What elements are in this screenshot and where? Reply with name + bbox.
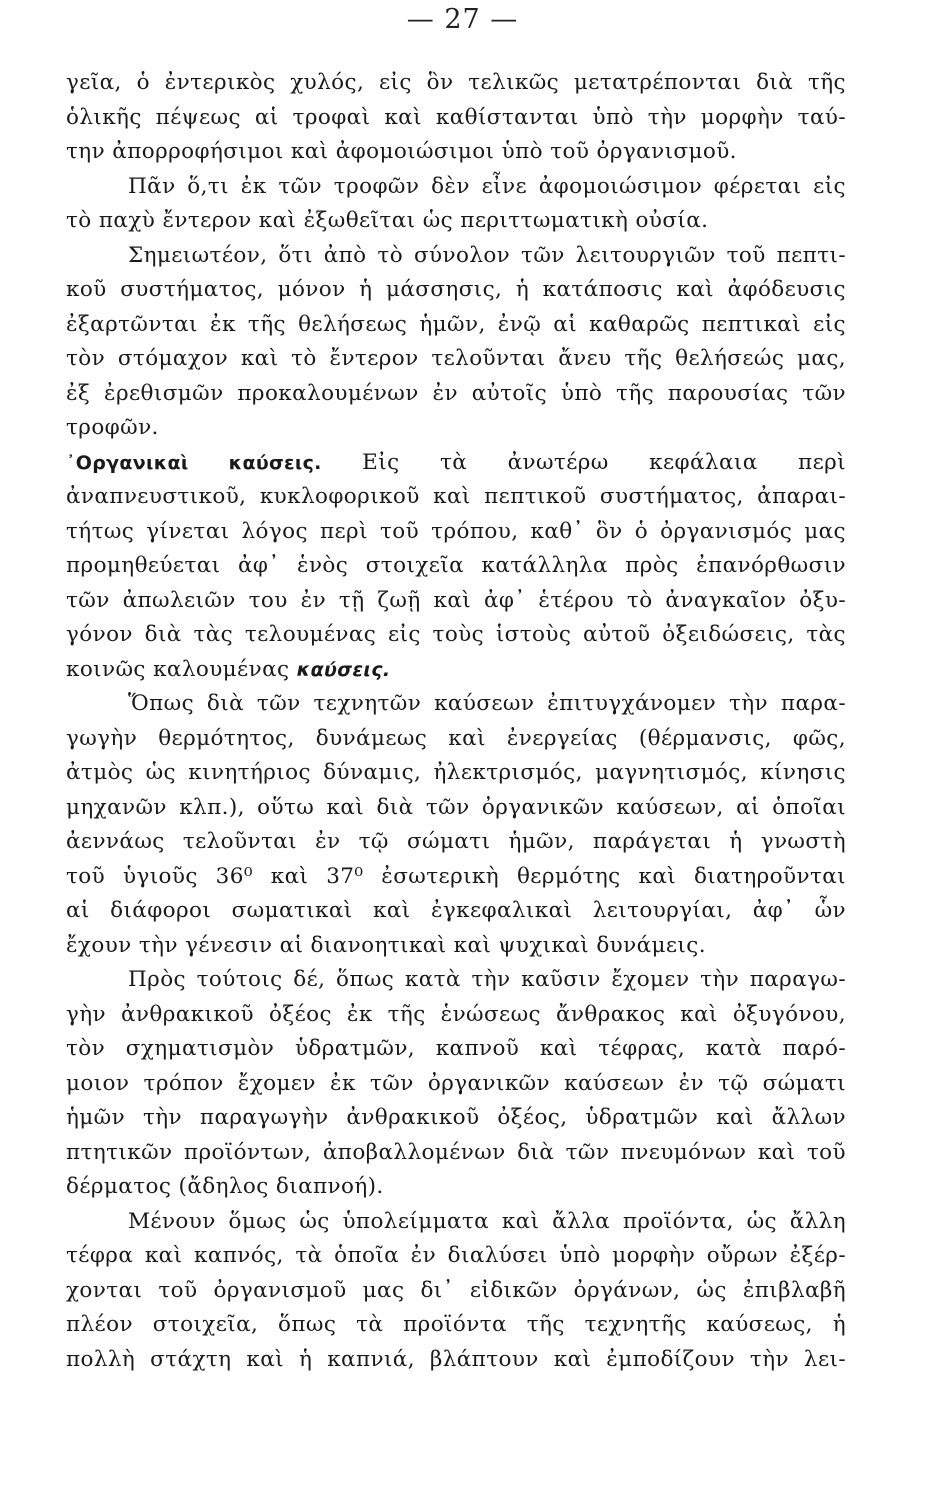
text-line: Ὅπως διὰ τῶν τεχνητῶν καύσεων ἐπιτυγχάνομεν τὴν παρα- (128, 691, 846, 716)
text-line: Μένουν ὅμως ὡς ὑπολείμματα καὶ ἄλλα προϊόντα, ὡς ἄλλη (128, 1208, 846, 1234)
text-line: πτητικῶν προϊόντων, ἀποβαλλομένων διὰ τῶν πνευμόνων καὶ τοῦ (66, 1139, 846, 1165)
text-line: μοιον τρόπον ἔχομεν ἐκ τῶν ὀργανικῶν καύσεων ἐν τῷ σώματι (66, 1070, 846, 1096)
text-line: ἀτμὸς ὡς κινητήριος δύναμις, ἠλεκτρισμός, μαγνητισμός, κίνησις (66, 760, 846, 785)
text-line: τὸν σχηματισμὸν ὑδρατμῶν, καπνοῦ καὶ τέφρας, κατὰ παρό- (66, 1036, 846, 1061)
text-line: δέρματος (ἄδηλος διαπνοή). (66, 1174, 384, 1199)
text-line: τὸ παχὺ ἔντερον καὶ ἐξωθεῖται ὡς περιττωματικὴ οὐσία. (66, 208, 709, 233)
text-line: τέφρα καὶ καπνός, τὰ ὁποῖα ἐν διαλύσει ὑπὸ μορφὴν οὔρων ἐξέρ- (66, 1243, 846, 1268)
text-line: την ἀπορροφήσιμοι καὶ ἀφομοιώσιμοι ὑπὸ τοῦ ὀργανισμοῦ. (66, 139, 737, 164)
text-line: τὸν στόμαχον καὶ τὸ ἔντερον τελοῦνται ἄνευ τῆς θελήσεώς μας, (66, 346, 846, 371)
text-line: ἐξαρτῶνται ἐκ τῆς θελήσεως ἡμῶν, ἐνῷ αἱ καθαρῶς πεπτικαὶ εἰς (66, 311, 846, 337)
text-fragment: κοινῶς καλουμένας (66, 656, 290, 682)
text-line: τροφῶν. (66, 415, 159, 440)
text-fragment: Εἰς τὰ ἀνωτέρω κεφάλαια περὶ (362, 449, 846, 475)
text-line: ἀναπνευστικοῦ, κυκλοφορικοῦ καὶ πεπτικοῦ συστήματος, ἀπαραι- (66, 484, 846, 509)
text-line: χονται τοῦ ὀργανισμοῦ μας δι᾽ εἰδικῶν ὀργάνων, ὡς ἐπιβλαβῆ (66, 1277, 846, 1303)
text-line: ἐξ ἐρεθισμῶν προκαλουμένων ἐν αὐτοῖς ὑπὸ τῆς παρουσίας τῶν (66, 380, 846, 406)
text-line: ἡμῶν τὴν παραγωγὴν ἀνθρακικοῦ ὀξέος, ὑδρατμῶν καὶ ἄλλων (66, 1105, 846, 1130)
text-line: μηχανῶν κλπ.), οὕτω καὶ διὰ τῶν ὀργανικῶν καύσεων, αἱ ὁποῖαι (66, 794, 846, 820)
text-line: τῶν ἀπωλειῶν του ἐν τῇ ζωῇ καὶ ἀφ᾽ ἑτέρου τὸ ἀναγκαῖον ὀξυ- (66, 587, 846, 613)
body-text (66, 66, 846, 1377)
text-line: Σημειωτέον, ὅτι ἀπὸ τὸ σύνολον τῶν λειτουργιῶν τοῦ πεπτι- (128, 242, 846, 268)
section-line (66, 653, 846, 688)
text-line: τήτως γίνεται λόγος περὶ τοῦ τρόπου, καθ᾽ ὃν ὁ ὀργανισμός μας (66, 518, 846, 544)
emphasis-term: καύσεις. (296, 658, 391, 681)
text-line: αἱ διάφοροι σωματικαὶ καὶ ἐγκεφαλικαὶ λειτουργίαι, ἀφ᾽ ὧν (66, 898, 846, 923)
text-line: ἔχουν τὴν γένεσιν αἱ διανοητικαὶ καὶ ψυχικαὶ δυνάμεις. (66, 932, 706, 958)
text-line: πλέον στοιχεῖα, ὅπως τὰ προϊόντα τῆς τεχνητῆς καύσεως, ἡ (66, 1312, 846, 1337)
text-line: κοῦ συστήματος, μόνον ἡ μάσσησις, ἡ κατάποσις καὶ ἀφόδευσις (66, 277, 846, 302)
page-number: — 27 — (406, 4, 519, 35)
text-line: τοῦ ὑγιοῦς 36⁰ καὶ 37⁰ ἐσωτερικὴ θερμότης καὶ διατηροῦνται (66, 863, 846, 889)
text-line: ὁλικῆς πέψεως αἱ τροφαὶ καὶ καθίστανται ὑπὸ τὴν μορφὴν ταύ- (66, 104, 846, 130)
text-line: Πρὸς τούτοις δέ, ὅπως κατὰ τὴν καῦσιν ἔχομεν τὴν παραγω- (128, 967, 846, 992)
text-line: Πᾶν ὅ,τι ἐκ τῶν τροφῶν δὲν εἶνε ἀφομοιώσιμον φέρεται εἰς (128, 173, 846, 199)
text-line: πολλὴ στάχτη καὶ ἡ καπνιά, βλάπτουν καὶ ἐμποδίζουν τὴν λει- (66, 1346, 846, 1372)
text-line: γωγὴν θερμότητος, δυνάμεως καὶ ἐνεργείας (θέρμανσις, φῶς, (66, 725, 846, 751)
text-line: γὴν ἀνθρακικοῦ ὀξέος ἐκ τῆς ἑνώσεως ἄνθρακος καὶ ὀξυγόνου, (66, 1001, 846, 1027)
text-line: ἀεννάως τελοῦνται ἐν τῷ σώματι ἡμῶν, παράγεται ἡ γνωστὴ (66, 829, 846, 854)
section-heading: ᾿Οργανικαὶ καύσεις. (66, 451, 322, 474)
section-line (66, 446, 846, 481)
text-line: γεῖα, ὁ ἐντερικὸς χυλός, εἰς ὃν τελικῶς μετατρέπονται διὰ τῆς (66, 70, 846, 95)
text-line: προμηθεύεται ἀφ᾽ ἑνὸς στοιχεῖα κατάλληλα πρὸς ἐπανόρθωσιν (66, 553, 846, 578)
text-line: γόνον διὰ τὰς τελουμένας εἰς τοὺς ἱστοὺς αὐτοῦ ὀξειδώσεις, τὰς (66, 622, 846, 647)
